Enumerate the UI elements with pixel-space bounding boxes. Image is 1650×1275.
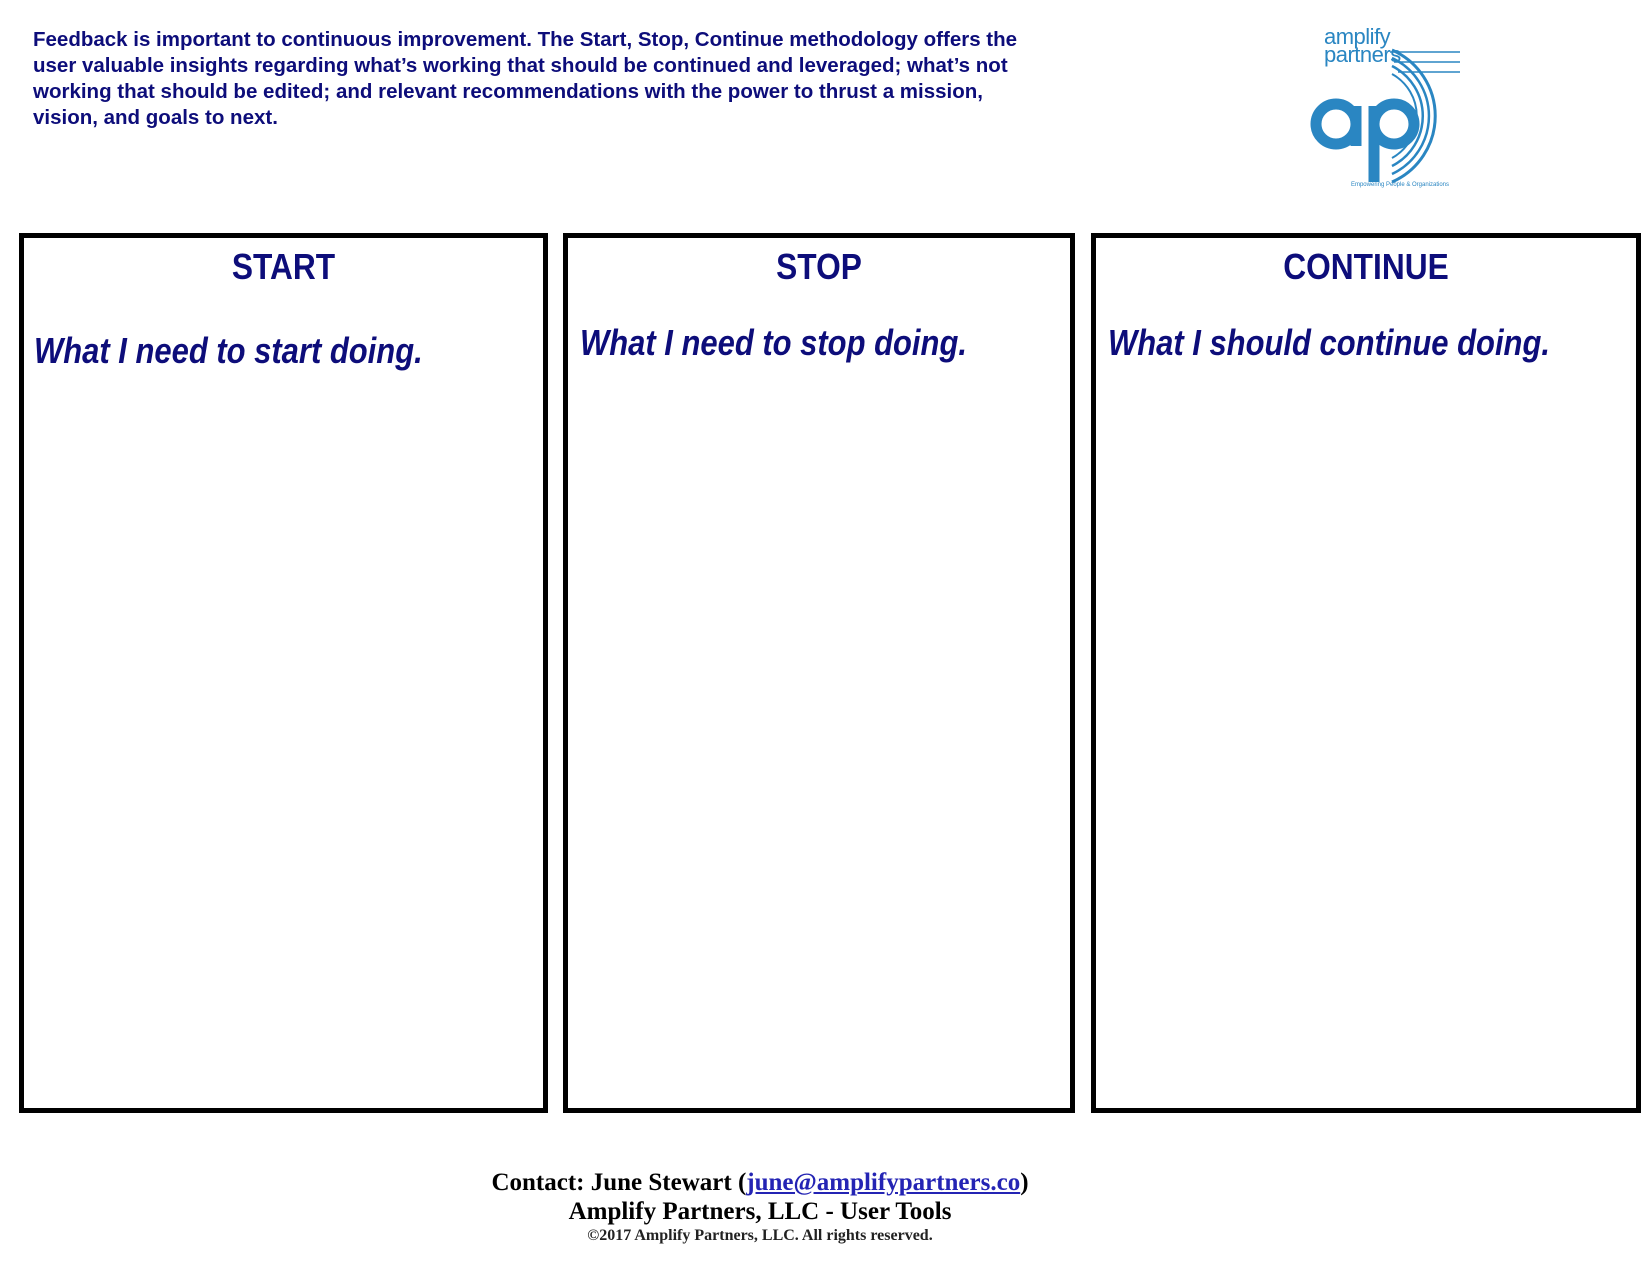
contact-prefix: Contact: June Stewart ( bbox=[491, 1169, 747, 1196]
start-box bbox=[19, 233, 548, 1113]
contact-email-link[interactable]: june@amplifypartners.co bbox=[746, 1169, 1021, 1196]
stop-box bbox=[563, 233, 1075, 1113]
logo-wordmark bbox=[1324, 24, 1401, 67]
footer bbox=[0, 1168, 1520, 1246]
logo-line-amplify: amplify bbox=[1324, 24, 1391, 49]
contact-suffix: ) bbox=[1020, 1169, 1029, 1196]
contact-line bbox=[0, 1168, 1520, 1197]
logo-tagline: Empowering People & Organizations bbox=[1350, 182, 1450, 188]
copyright-line: ©2017 Amplify Partners, LLC. All rights reserved. bbox=[587, 1227, 933, 1244]
start-prompt: What I need to start doing. bbox=[34, 330, 423, 371]
amplify-partners-logo bbox=[1310, 22, 1485, 197]
stop-title: STOP bbox=[776, 246, 862, 287]
logo-line-partners: partners bbox=[1324, 42, 1401, 67]
stop-prompt: What I need to stop doing. bbox=[580, 322, 967, 363]
continue-box bbox=[1091, 233, 1641, 1113]
intro-paragraph: Feedback is important to continuous improvement. The Start, Stop, Continue methodology offers the user valuable insights regarding what’s working that should be continued and leveraged; what’s not working that should be edited; and relevant recommendations with the power to thrust a mission, vision, and goals to next. bbox=[33, 28, 1018, 129]
start-title: START bbox=[231, 246, 336, 287]
continue-prompt: What I should continue doing. bbox=[1108, 322, 1550, 363]
company-line: Amplify Partners, LLC - User Tools bbox=[568, 1198, 952, 1225]
continue-title: CONTINUE bbox=[1283, 246, 1449, 287]
